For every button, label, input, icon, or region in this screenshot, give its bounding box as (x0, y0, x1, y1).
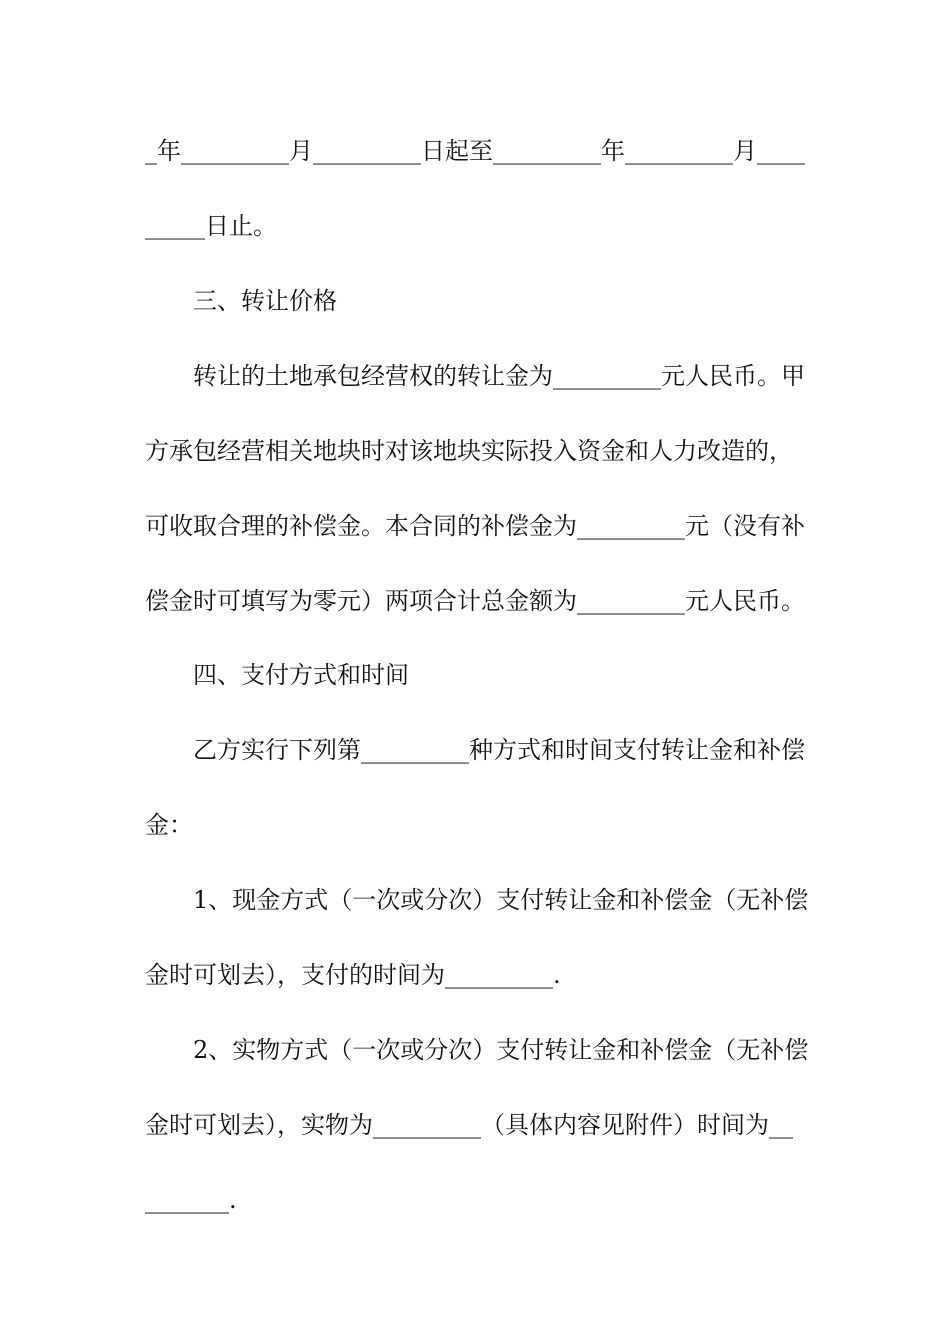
paragraph-line: 金： (145, 811, 193, 839)
section-heading-transfer-price: 三、转让价格 (193, 287, 337, 315)
paragraph-line: 金时可划去），支付的时间为_________. (145, 961, 561, 989)
paragraph-line: 方承包经营相关地块时对该地块实际投入资金和人力改造的， (145, 437, 793, 465)
date-range-line: _年_________月_________日起至_________年_________月____ (145, 137, 805, 165)
paragraph-line: 2、实物方式（一次或分次）支付转让金和补偿金（无补偿 (193, 1036, 809, 1064)
paragraph-line: _______. (145, 1186, 237, 1214)
paragraph-line: 转让的土地承包经营权的转让金为_________元人民币。甲 (193, 362, 805, 390)
paragraph-line: 可收取合理的补偿金。本合同的补偿金为_________元（没有补 (145, 512, 805, 540)
paragraph-line: 偿金时可填写为零元）两项合计总金额为_________元人民币。 (145, 587, 805, 615)
date-range-end-line: _____日止。 (145, 212, 277, 240)
section-heading-payment: 四、支付方式和时间 (193, 661, 409, 689)
paragraph-line: 乙方实行下列第_________种方式和时间支付转让金和补偿 (193, 736, 805, 764)
paragraph-line: 1、现金方式（一次或分次）支付转让金和补偿金（无补偿 (193, 886, 809, 914)
paragraph-line: 金时可划去），实物为_________（具体内容见附件）时间为__ (145, 1111, 793, 1139)
